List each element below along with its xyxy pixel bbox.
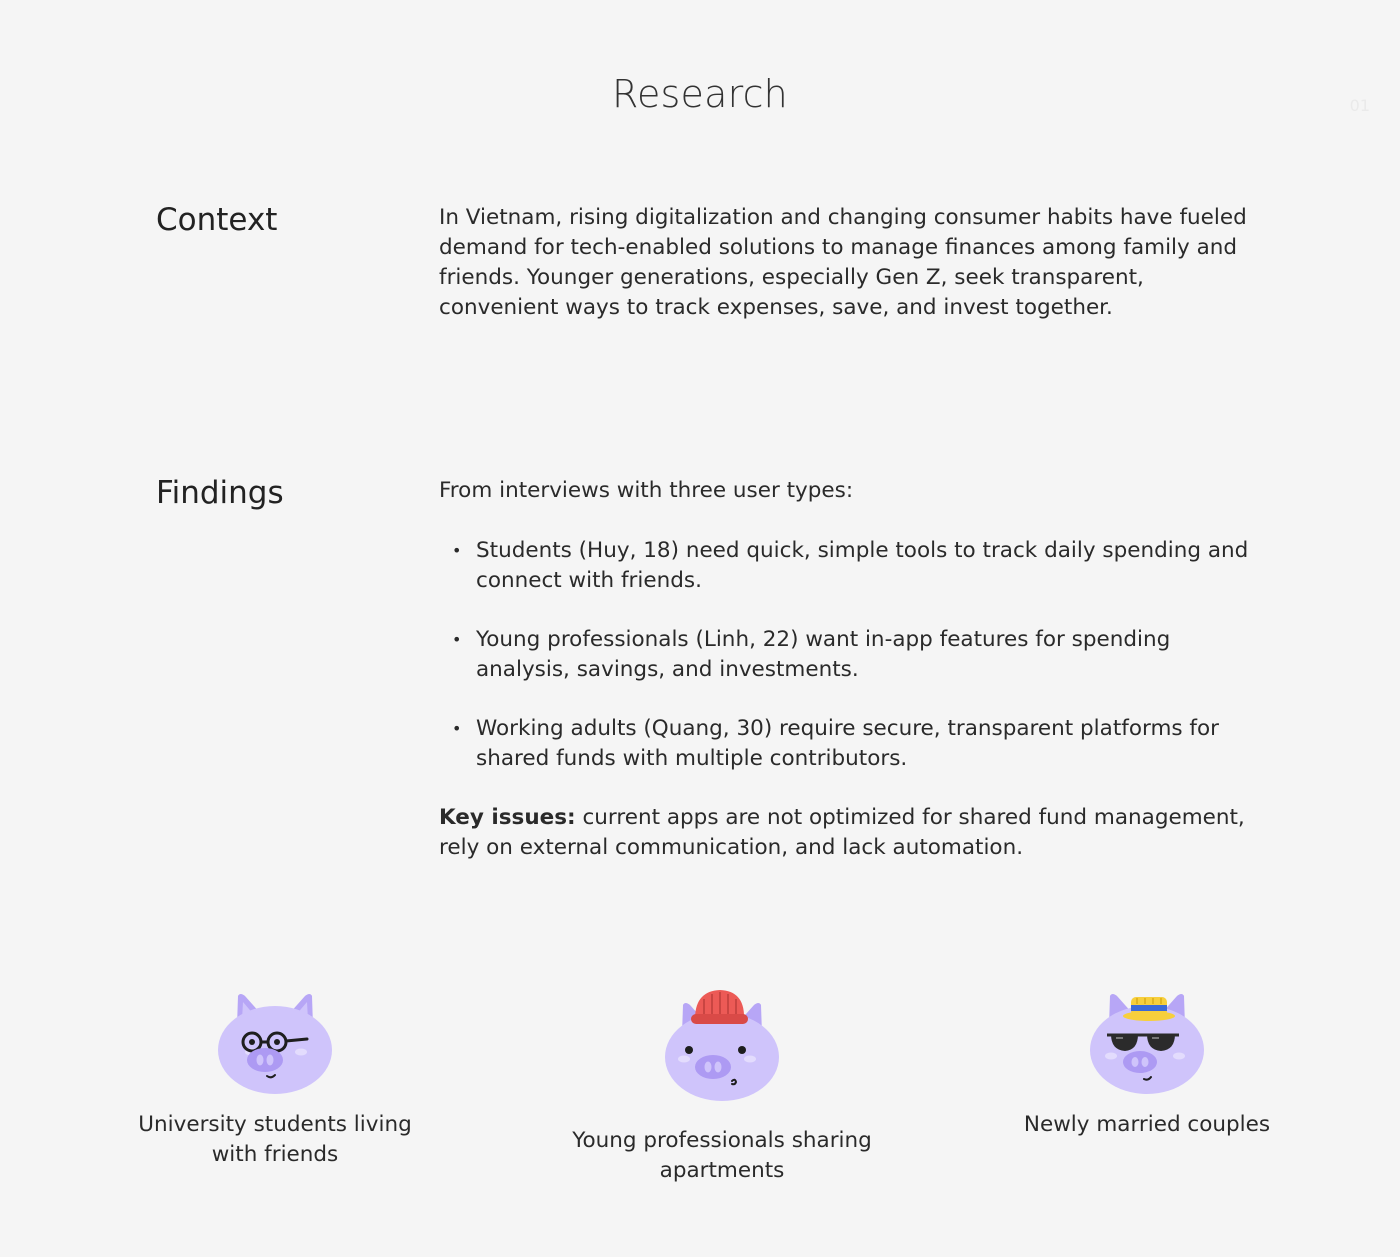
list-item bbox=[439, 714, 1259, 773]
finding-text: Working adults (Quang, 30) require secure, transparent platforms for shared funds with multiple contributors. bbox=[476, 716, 1219, 771]
pig-with-glasses-icon bbox=[215, 990, 335, 1096]
list-item bbox=[439, 536, 1259, 595]
persona-label: University students living with friends bbox=[138, 1112, 412, 1167]
bullet-icon: • bbox=[452, 541, 462, 560]
persona-label: Young professionals sharing apartments bbox=[572, 1128, 872, 1183]
persona-newly-married-couples bbox=[997, 990, 1297, 1140]
persona-young-professionals bbox=[572, 989, 872, 1186]
context-heading: Context bbox=[156, 202, 278, 238]
key-issues bbox=[439, 803, 1259, 863]
findings-list bbox=[439, 536, 1259, 803]
page-title: Research bbox=[612, 72, 788, 116]
key-issues-label: Key issues: bbox=[439, 805, 576, 830]
finding-text: Young professionals (Linh, 22) want in-app features for spending analysis, savings, and investments. bbox=[476, 627, 1171, 682]
pig-with-sunglasses-and-hat-icon bbox=[1087, 990, 1207, 1096]
pig-with-beanie-icon bbox=[662, 989, 782, 1104]
findings-heading: Findings bbox=[156, 475, 284, 511]
bullet-icon: • bbox=[452, 719, 462, 738]
finding-text: Students (Huy, 18) need quick, simple tools to track daily spending and connect with friends. bbox=[476, 538, 1249, 593]
findings-intro: From interviews with three user types: bbox=[439, 478, 854, 503]
persona-university-students bbox=[125, 990, 425, 1170]
bullet-icon: • bbox=[452, 630, 462, 649]
persona-label: Newly married couples bbox=[1023, 1112, 1271, 1137]
key-issues-text: current apps are not optimized for shared fund management, rely on external communication, and lack automation. bbox=[439, 805, 1245, 860]
list-item bbox=[439, 625, 1259, 684]
context-body: In Vietnam, rising digitalization and changing consumer habits have fueled demand for tech-enabled solutions to manage finances among family and friends. Younger generations, especially Gen Z, seek transparent, convenient ways to track expenses, save, and invest together. bbox=[439, 205, 1247, 320]
page-number: 01 bbox=[1349, 96, 1370, 115]
